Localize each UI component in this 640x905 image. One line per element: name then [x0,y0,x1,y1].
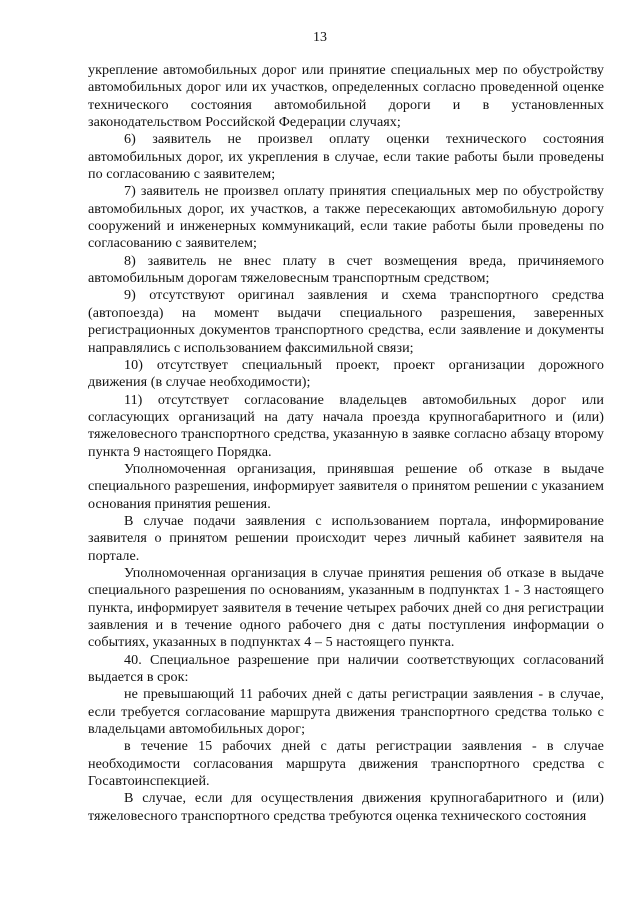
paragraph: 7) заявитель не произвел оплату принятия специальных мер по обустройству автомобильных дорог, их участков, а также пересекающих автомобильную дорогу сооружений и инженерных коммуникаций, если такие работы были проведены по согласованию с заявителем; [88,183,604,252]
paragraph: 6) заявитель не произвел оплату оценки технического состояния автомобильных дорог, их укрепления в случае, если такие работы были проведены по согласованию с заявителем; [88,131,604,183]
paragraph: Уполномоченная организация в случае принятия решения об отказе в выдаче специального разрешения по основаниям, указанным в подпунктах 1 - 3 настоящего пункта, информирует заявителя в течение четырех рабочих дней со дня регистрации заявления и в течение одного рабочего дня с даты поступления информации о событиях, указанных в подпунктах 4 – 5 настоящего пункта. [88,564,604,651]
paragraph: 8) заявитель не внес плату в счет возмещения вреда, причиняемого автомобильным дорогам тяжеловесным транспортным средством; [88,252,604,287]
paragraph: в течение 15 рабочих дней с даты регистрации заявления - в случае необходимости согласования маршрута движения транспортного средства с Госавтоинспекцией. [88,738,604,790]
page-number: 13 [313,30,327,45]
paragraph: 11) отсутствует согласование владельцев автомобильных дорог или согласующих организаций на дату начала проезда крупногабаритного и (или) тяжеловесного транспортного средства, указанную в заявке согласно абзацу второму пункта 9 настоящего Порядка. [88,391,604,460]
paragraph: В случае, если для осуществления движения крупногабаритного и (или) тяжеловесного транспортного средства требуются оценка технического состояния [88,790,604,824]
paragraph: не превышающий 11 рабочих дней с даты регистрации заявления - в случае, если требуется согласование маршрута движения транспортного средства только с владельцами автомобильных дорог; [88,686,604,738]
document-body [88,62,604,825]
paragraph: 10) отсутствует специальный проект, проект организации дорожного движения (в случае необходимости); [88,356,604,391]
paragraph: 40. Специальное разрешение при наличии соответствующих согласований выдается в срок: [88,651,604,686]
paragraph: Уполномоченная организация, принявшая решение об отказе в выдаче специального разрешения, информирует заявителя о принятом решении с указанием основания принятия решения. [88,460,604,512]
paragraph: укрепление автомобильных дорог или принятие специальных мер по обустройству автомобильных дорог или их участков, определенных согласно проведенной оценке технического состояния автомобильной дороги и в установленных законодательством Российской Федерации случаях; [88,62,604,131]
paragraph: В случае подачи заявления с использованием портала, информирование заявителя о принятом решении происходит через личный кабинет заявителя на портале. [88,512,604,564]
paragraph: 9) отсутствуют оригинал заявления и схема транспортного средства (автопоезда) на момент выдачи специального разрешения, заверенных регистрационных документов транспортного средства, если заявление и документы направлялись с использованием факсимильной связи; [88,287,604,356]
